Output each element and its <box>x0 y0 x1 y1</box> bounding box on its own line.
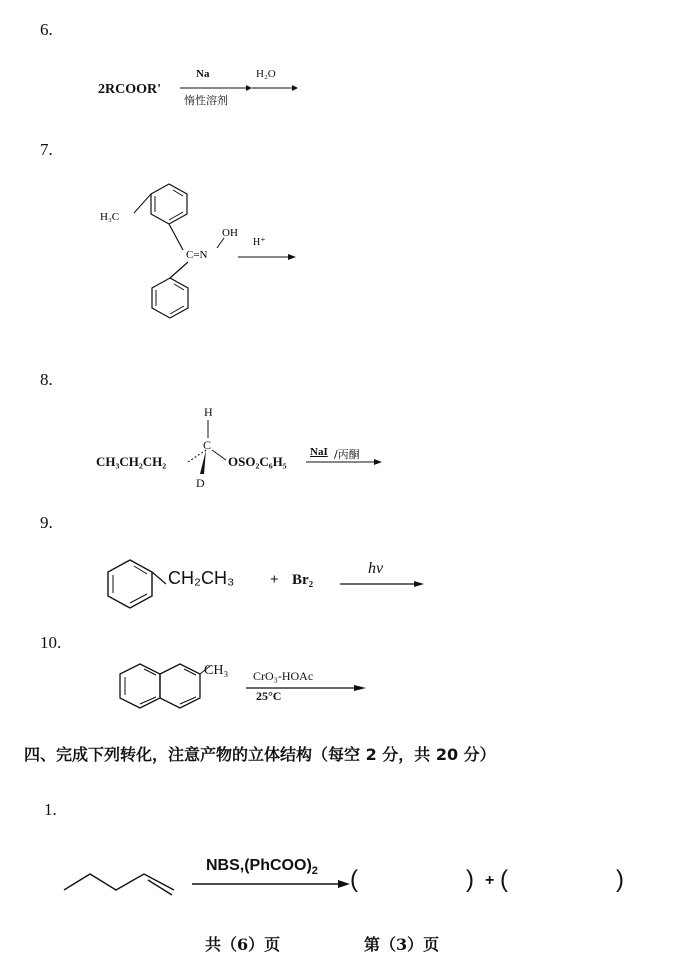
section-title: 四、完成下列转化，注意产物的立体结构（每空 2 分，共 20 分） <box>24 745 496 764</box>
q7-methyl: H₃C <box>100 211 120 223</box>
q9-light: hν <box>368 560 384 577</box>
question-8-number: 8. <box>40 370 53 389</box>
q10-arrow <box>246 682 368 694</box>
q6-reagent-water: H₂O <box>256 68 276 80</box>
q8-arrow <box>306 456 386 468</box>
page-number: 第（3）页 <box>364 935 440 954</box>
answer-blank-2[interactable] <box>514 868 614 894</box>
q1-plus: + <box>485 872 495 889</box>
q8-solvent: /丙酮 <box>334 448 360 461</box>
q10-temperature: 25°C <box>256 689 282 703</box>
q8-d: D <box>196 476 205 490</box>
q7-oh: OH <box>222 227 238 239</box>
q9-plus: + <box>270 572 279 588</box>
q7-structure <box>90 180 320 320</box>
question-7-number: 7. <box>40 140 53 159</box>
q1-arrow <box>192 877 352 891</box>
q8-leaving-group: OSO₂C₆H₅ <box>228 454 287 469</box>
answer-blank-1[interactable] <box>362 868 462 894</box>
answer-blank-1-close: ) <box>466 866 474 893</box>
answer-blank-2-close: ) <box>616 866 624 893</box>
q7-cn: C=N <box>186 249 208 261</box>
q9-bromine: Br₂ <box>292 572 314 588</box>
q6-arrows <box>180 80 300 94</box>
q1-reagent: $NBS,(PhCOO)_2$ <box>206 857 318 878</box>
page-total: 共（6）页 <box>205 935 281 954</box>
section-q1-number: 1. <box>44 800 57 819</box>
q10-methyl: CH₃ <box>204 663 229 678</box>
q1-alkene <box>60 860 190 900</box>
q8-c: C <box>203 438 212 452</box>
question-6-number: 6. <box>40 20 53 39</box>
question-9-number: 9. <box>40 513 53 532</box>
answer-blank-1-open: ( <box>350 866 358 893</box>
q10-reagent: CrO₃-HOAc <box>253 669 314 683</box>
q6-solvent: 惰性溶剂 <box>184 94 228 107</box>
q9-benzene <box>100 558 170 612</box>
q8-bonds <box>180 418 240 478</box>
q8-reagent: NaI <box>310 446 328 458</box>
q9-ethyl: CH₂CH₃ <box>168 568 235 588</box>
answer-blank-2-open: ( <box>500 866 508 893</box>
q7-reagent: H⁺ <box>253 237 266 248</box>
q8-h: H <box>204 405 213 419</box>
q6-reactant: 2RCOOR' <box>98 82 161 97</box>
q9-arrow <box>340 578 426 590</box>
q6-reagent-na: Na <box>196 68 210 80</box>
question-10-number: 10. <box>40 633 62 652</box>
q8-chain: CH₃CH₂CH₂ <box>96 454 167 469</box>
